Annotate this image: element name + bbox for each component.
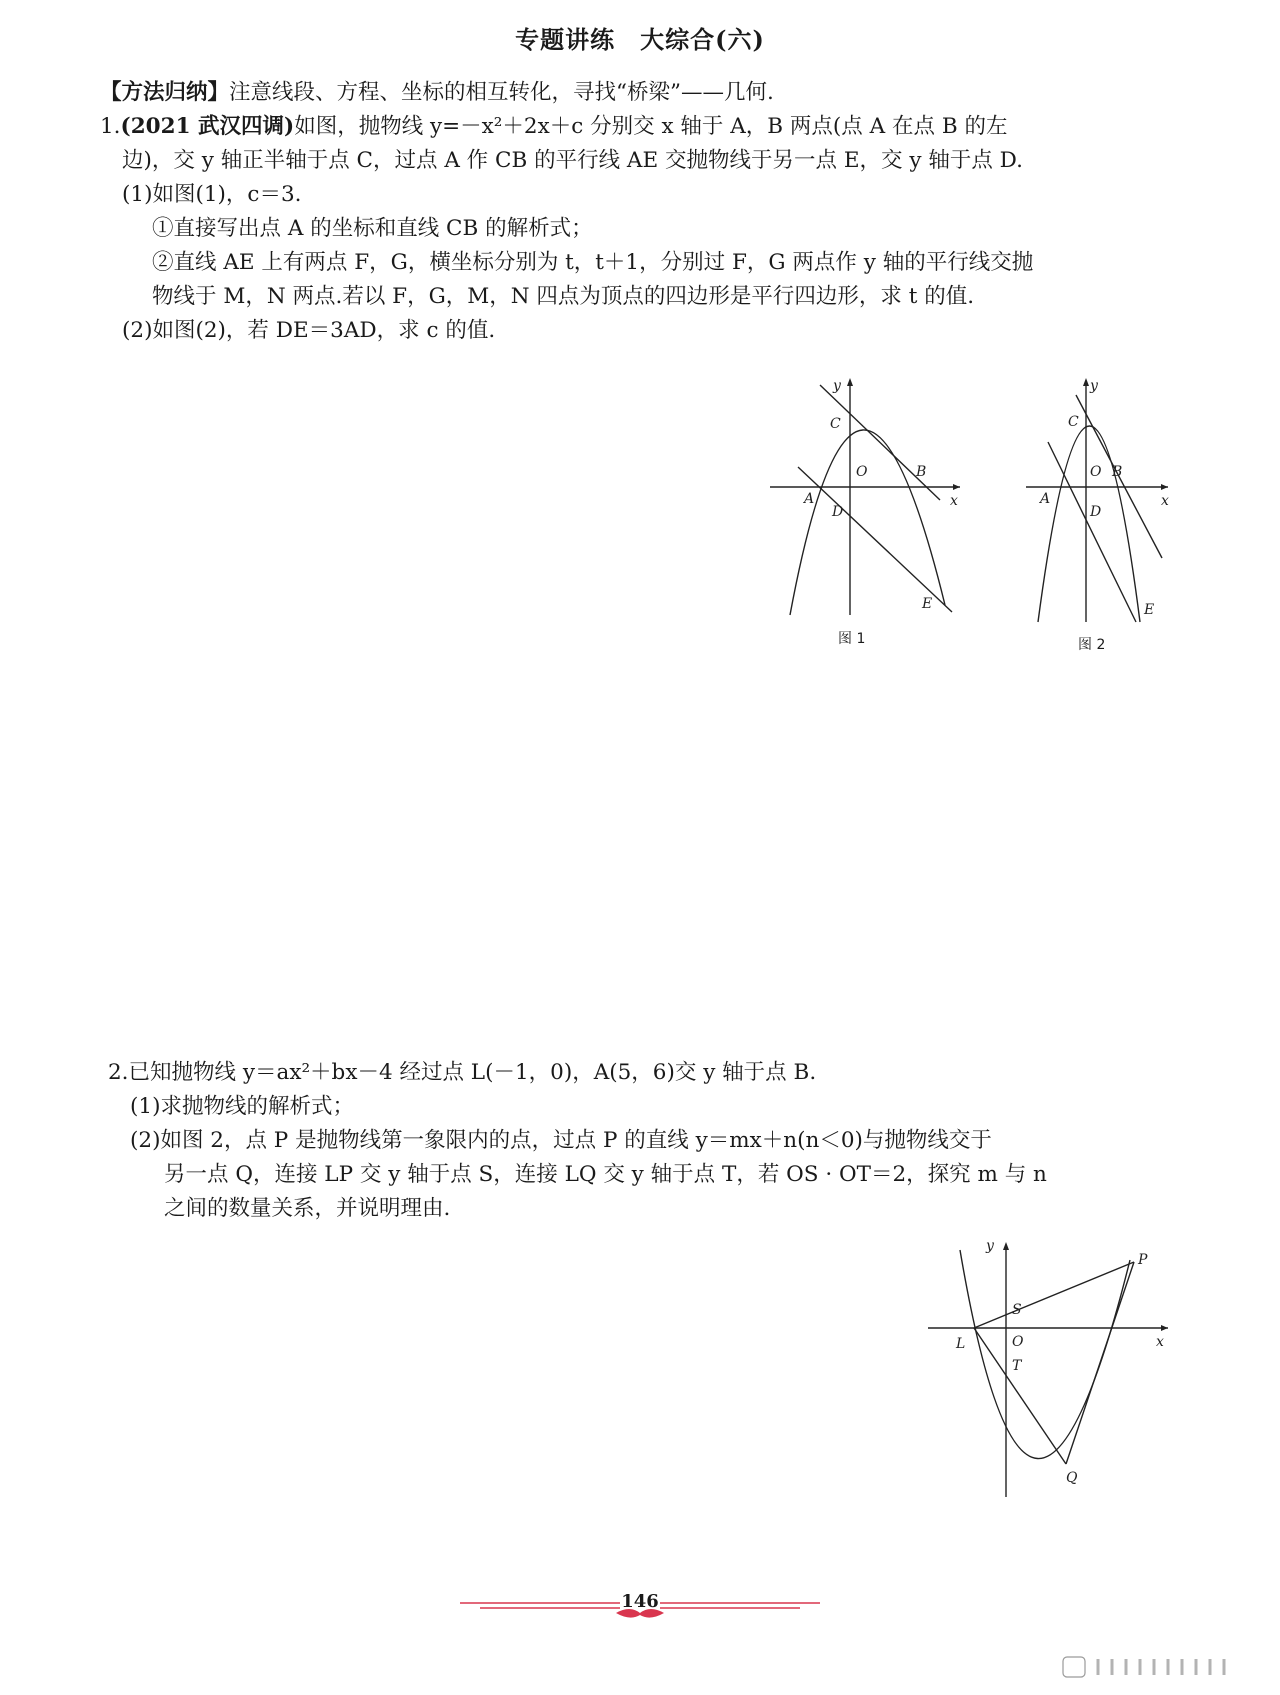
label-q: Q	[1066, 1470, 1078, 1486]
problem2-number: 2.	[108, 1060, 129, 1085]
figure-1-caption: 图 1	[838, 631, 866, 647]
label-t: T	[1012, 1358, 1022, 1374]
label-o: O	[1012, 1334, 1024, 1350]
problem2-figure	[920, 1232, 1182, 1502]
problem2-part2-line3: 之间的数量关系，并说明理由.	[164, 1196, 451, 1221]
label-e: E	[1144, 602, 1155, 618]
label-c: C	[830, 416, 841, 432]
y-axis-arrow	[1003, 1242, 1009, 1250]
parabola-curve	[1038, 426, 1140, 622]
label-o: O	[1090, 464, 1102, 480]
label-y: y	[833, 378, 841, 394]
problem1-part1-sub1: ①直接写出点 A 的坐标和直线 CB 的解析式；	[152, 216, 593, 241]
problem2-line1	[108, 1056, 816, 1090]
line-cb	[820, 385, 940, 500]
problem2-statement: 已知抛物线 y＝ax²＋bx－4 经过点 L(－1，0)，A(5，6)交 y 轴于点 B.	[128, 1060, 817, 1085]
page-title: 专题讲练 大综合(六)	[515, 25, 765, 54]
problem1-part1: (1)如图(1)，c＝3.	[122, 182, 302, 207]
label-b: B	[1112, 464, 1123, 480]
x-axis-arrow	[953, 484, 960, 490]
label-y: y	[986, 1238, 994, 1254]
problem1-statement-1: 如图，抛物线 y=－x²＋2x＋c 分别交 x 轴于 A，B 两点(点 A 在点 B 的左	[294, 114, 1008, 139]
problem1-part1-sub2-line1: ②直线 AE 上有两点 F，G，横坐标分别为 t，t＋1，分别过 F，G 两点作 y 轴的平行线交抛	[152, 250, 1034, 275]
line-lp	[974, 1262, 1134, 1328]
label-y: y	[1090, 378, 1098, 394]
problem1-figure-2	[1018, 370, 1178, 630]
problem2-part2-line1: (2)如图 2，点 P 是抛物线第一象限内的点，过点 P 的直线 y＝mx＋n(n＜0)与抛物线交于	[130, 1128, 992, 1153]
parabola-curve	[960, 1250, 1130, 1459]
y-axis-arrow	[847, 378, 853, 386]
label-a: A	[804, 491, 815, 507]
page-strip-indicator[interactable]	[1062, 1655, 1242, 1679]
label-e: E	[922, 596, 933, 612]
problem1-figure-1	[760, 370, 970, 630]
figure-2-caption: 图 2	[1078, 637, 1106, 653]
label-x: x	[950, 493, 958, 509]
problem1-number: 1.	[100, 114, 121, 139]
problem2-part2-line2: 另一点 Q，连接 LP 交 y 轴于点 S，连接 LQ 交 y 轴于点 T，若 OS · OT＝2，探究 m 与 n	[164, 1162, 1047, 1187]
x-axis-arrow	[1161, 484, 1168, 490]
page-number: 146	[621, 1591, 659, 1612]
method-summary-text: 注意线段、方程、坐标的相互转化，寻找“桥梁”——几何.	[229, 80, 774, 105]
problem1-statement-2: 边)，交 y 轴正半轴于点 C，过点 A 作 CB 的平行线 AE 交抛物线于另一点 E，交 y 轴于点 D.	[122, 148, 1023, 173]
label-d: D	[1090, 504, 1102, 520]
problem2-part1: (1)求抛物线的解析式；	[130, 1094, 354, 1119]
label-p: P	[1138, 1252, 1148, 1268]
label-x: x	[1156, 1334, 1164, 1350]
label-o: O	[856, 464, 868, 480]
label-b: B	[916, 464, 927, 480]
problem1-part1-sub2-line2: 物线于 M，N 两点.若以 F，G，M，N 四点为顶点的四边形是平行四边形，求 t 的值.	[152, 284, 975, 309]
problem1-part2: (2)如图(2)，若 DE＝3AD，求 c 的值.	[122, 318, 496, 343]
label-l: L	[956, 1336, 966, 1352]
method-summary	[100, 76, 774, 110]
line-pq	[1066, 1262, 1134, 1464]
label-a: A	[1040, 491, 1051, 507]
label-d: D	[832, 504, 844, 520]
y-axis-arrow	[1083, 378, 1089, 386]
problem1-source: (2021 武汉四调)	[120, 114, 295, 139]
method-summary-tag: 【方法归纳】	[100, 80, 230, 105]
label-c: C	[1068, 414, 1079, 430]
problem1-line1	[100, 110, 1007, 144]
label-s: S	[1012, 1302, 1022, 1318]
parabola-curve	[790, 430, 945, 615]
label-x: x	[1161, 493, 1169, 509]
x-axis-arrow	[1161, 1325, 1168, 1331]
